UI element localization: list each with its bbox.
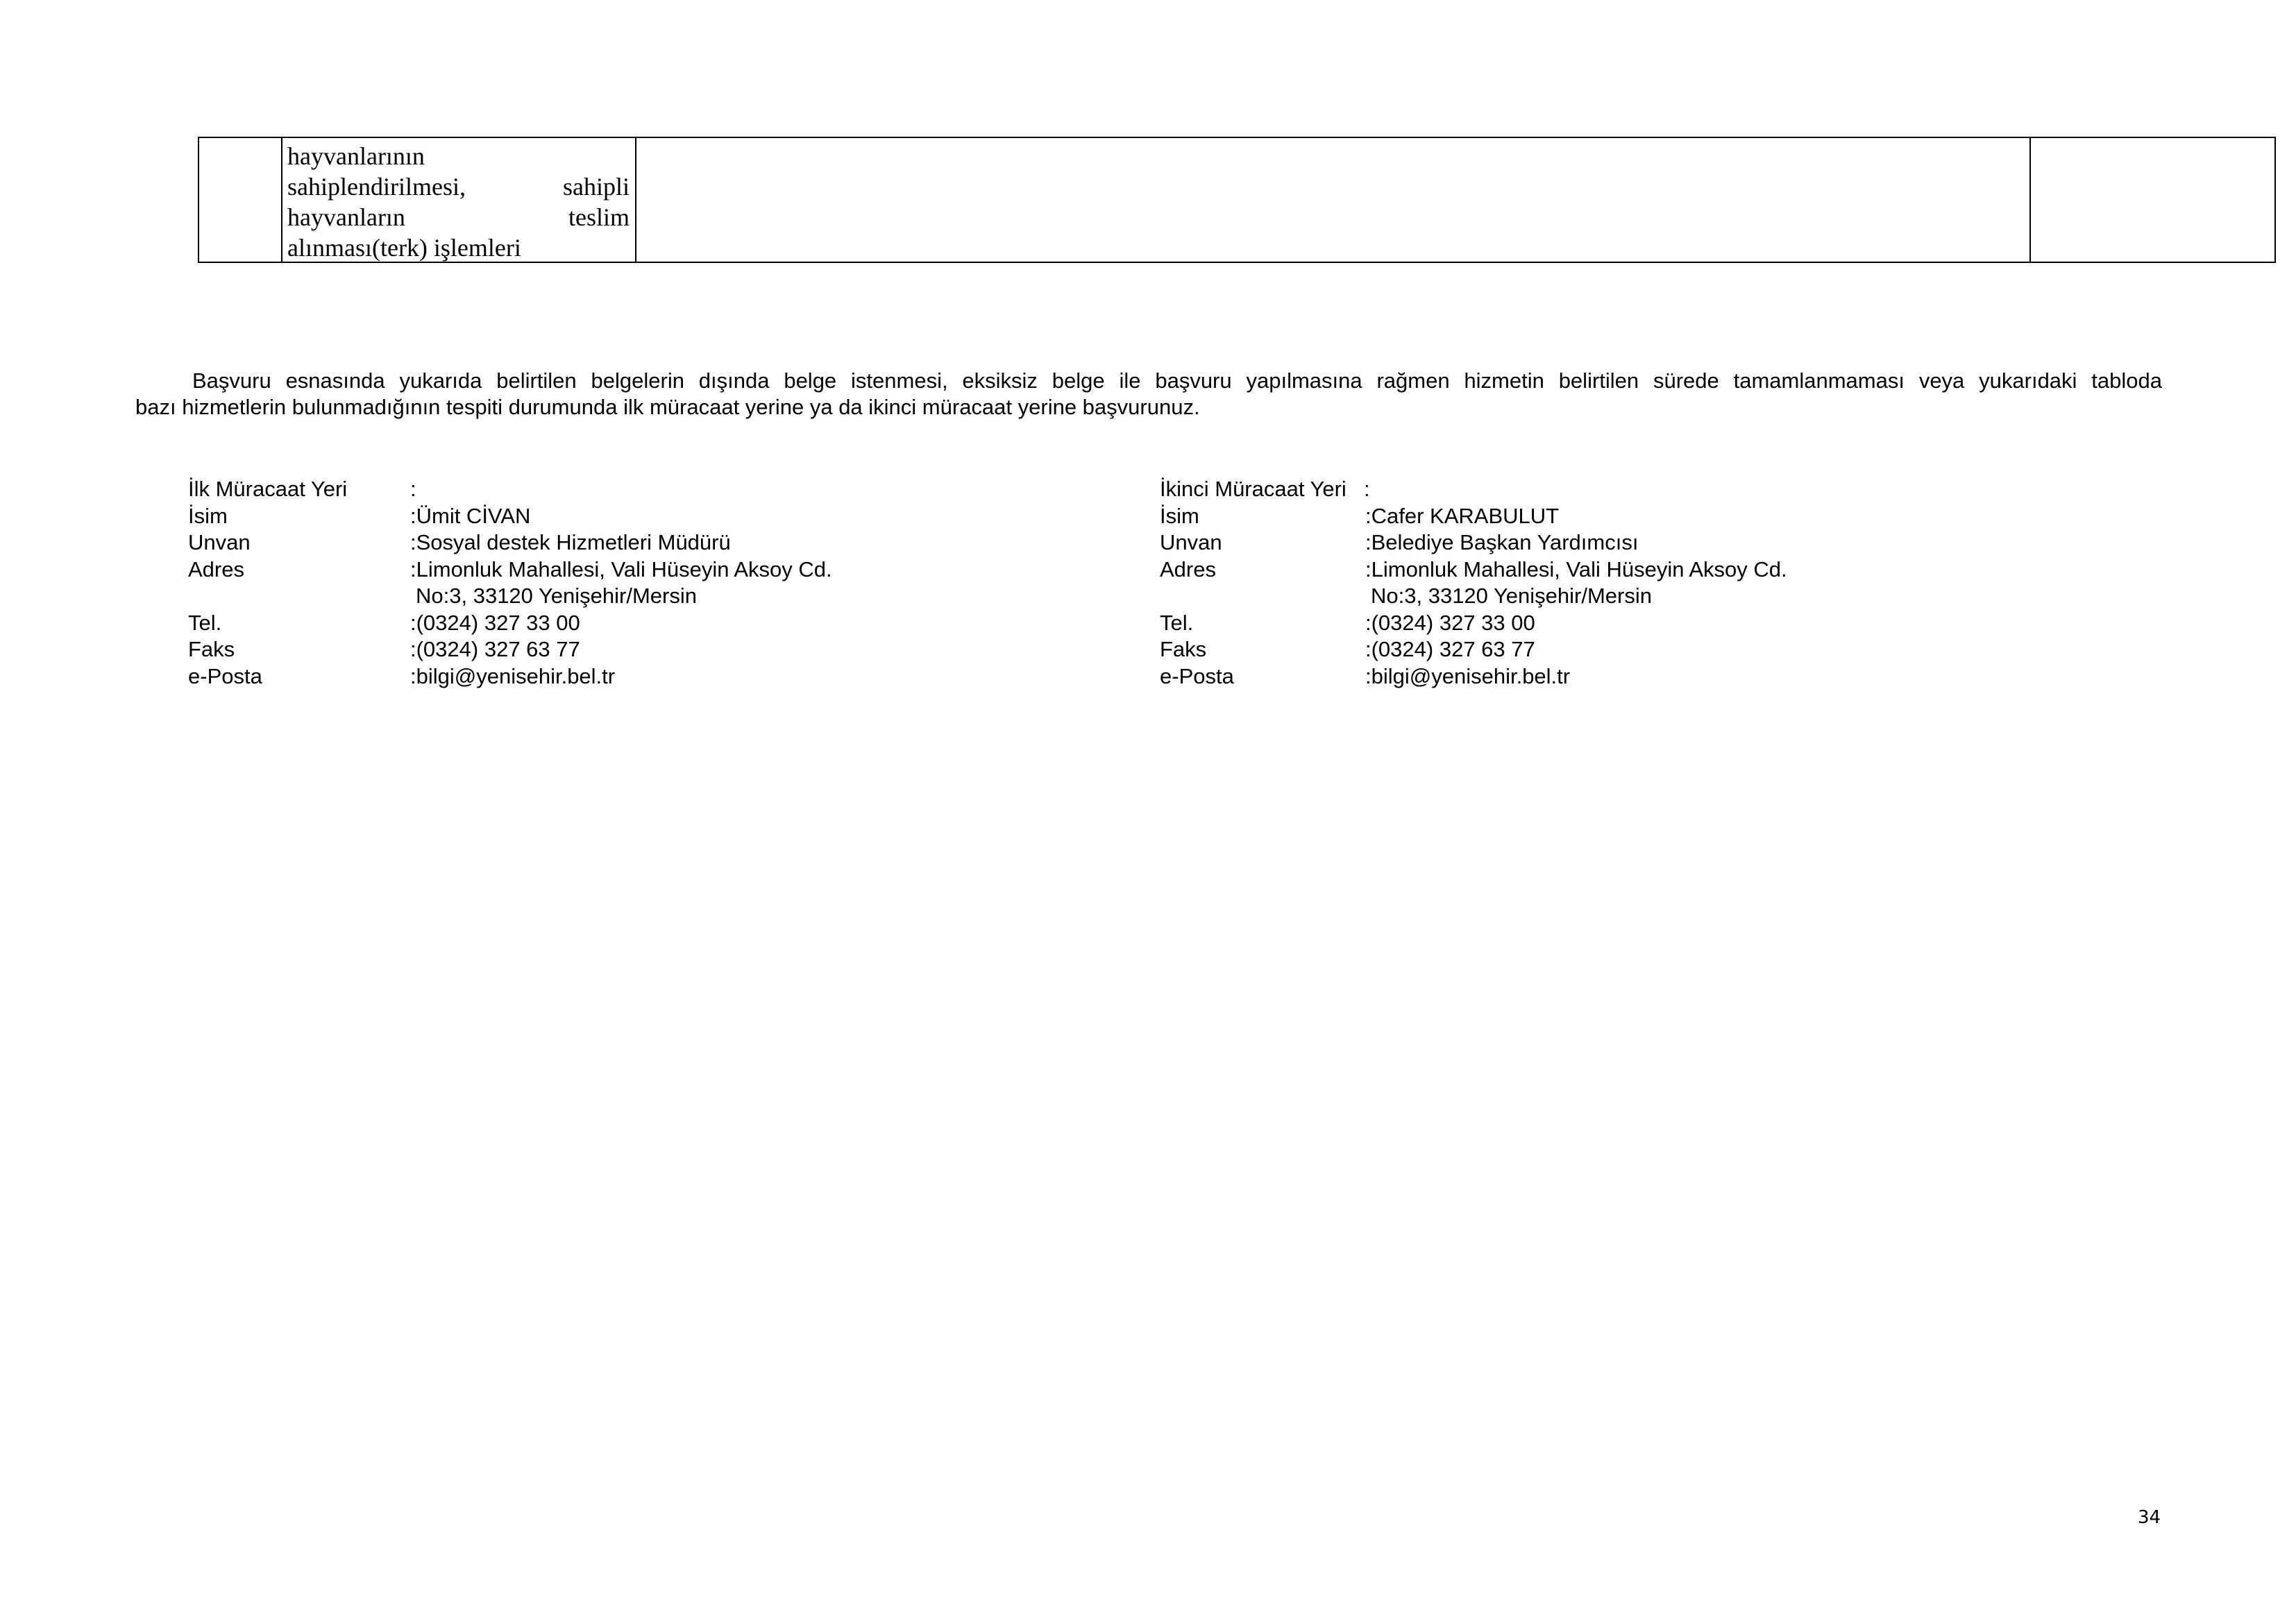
service-table bbox=[198, 137, 2276, 263]
contact-heading-label: İlk Müracaat Yeri bbox=[188, 477, 348, 501]
contact-address-row bbox=[1160, 556, 2062, 584]
service-line: alınması(terk) işlemleri bbox=[287, 234, 521, 262]
email-label: e-Posta bbox=[1160, 663, 1234, 688]
notice-paragraph bbox=[135, 368, 2162, 420]
address-value-continued: No:3, 33120 Yenişehir/Mersin bbox=[416, 584, 697, 608]
contact-heading-row bbox=[188, 476, 1090, 503]
title-label: Unvan bbox=[188, 530, 251, 554]
contact-fax-row bbox=[1160, 636, 2062, 663]
contact-title-row bbox=[188, 529, 1090, 556]
service-description-cell bbox=[287, 141, 630, 263]
address-label: Adres bbox=[188, 556, 244, 581]
fax-label: Faks bbox=[1160, 637, 1207, 661]
notice-line-1: Başvuru esnasında yukarıda belirtilen belgelerin dışında belge istenmesi, eksiksiz belge ile başvuru yapılmasına rağmen hizmetin belirtilen sürede tamamlanmaması veya yukarıdaki tabloda bbox=[192, 368, 2162, 393]
table-column-divider bbox=[635, 138, 636, 262]
email-label: e-Posta bbox=[188, 663, 262, 688]
contact-address-row bbox=[188, 556, 1090, 584]
contact-heading-label: İkinci Müracaat Yeri bbox=[1160, 477, 1347, 501]
address-label: Adres bbox=[1160, 556, 1216, 581]
first-contact-block bbox=[188, 476, 1090, 690]
table-column-divider bbox=[281, 138, 282, 262]
service-word: hayvanların bbox=[287, 203, 405, 231]
address-value-continued: No:3, 33120 Yenişehir/Mersin bbox=[1371, 584, 1652, 608]
email-value: :bilgi@yenisehir.bel.tr bbox=[410, 663, 616, 688]
contact-heading-value: : bbox=[410, 477, 416, 501]
tel-value: :(0324) 327 33 00 bbox=[410, 610, 580, 635]
title-value: :Belediye Başkan Yardımcısı bbox=[1365, 530, 1639, 554]
contact-address-row-2 bbox=[1160, 583, 2062, 610]
contact-email-row bbox=[1160, 663, 2062, 690]
contact-tel-row bbox=[1160, 610, 2062, 637]
contact-heading-value: : bbox=[1364, 477, 1370, 501]
second-contact-block bbox=[1160, 476, 2062, 690]
page-number: 34 bbox=[2138, 1507, 2161, 1528]
table-column-divider bbox=[2029, 138, 2031, 262]
name-value: :Cafer KARABULUT bbox=[1365, 503, 1560, 528]
tel-label: Tel. bbox=[1160, 610, 1194, 635]
fax-value: :(0324) 327 63 77 bbox=[1365, 637, 1535, 661]
title-value: :Sosyal destek Hizmetleri Müdürü bbox=[410, 530, 731, 554]
name-value: :Ümit CİVAN bbox=[410, 503, 531, 528]
fax-value: :(0324) 327 63 77 bbox=[410, 637, 580, 661]
address-value: :Limonluk Mahallesi, Vali Hüseyin Aksoy Cd. bbox=[410, 556, 832, 581]
service-word: sahipli bbox=[563, 173, 630, 201]
contact-name-row bbox=[1160, 503, 2062, 530]
email-value: :bilgi@yenisehir.bel.tr bbox=[1365, 663, 1571, 688]
name-label: İsim bbox=[1160, 503, 1199, 528]
contact-fax-row bbox=[188, 636, 1090, 663]
name-label: İsim bbox=[188, 503, 228, 528]
tel-value: :(0324) 327 33 00 bbox=[1365, 610, 1535, 635]
contact-heading-row bbox=[1160, 476, 2062, 503]
contact-address-row-2 bbox=[188, 583, 1090, 610]
address-value: :Limonluk Mahallesi, Vali Hüseyin Aksoy Cd. bbox=[1365, 556, 1787, 581]
tel-label: Tel. bbox=[188, 610, 222, 635]
contact-name-row bbox=[188, 503, 1090, 530]
service-word: teslim bbox=[568, 203, 630, 231]
contact-title-row bbox=[1160, 529, 2062, 556]
service-line bbox=[287, 202, 630, 232]
title-label: Unvan bbox=[1160, 530, 1222, 554]
fax-label: Faks bbox=[188, 637, 235, 661]
notice-line-2: bazı hizmetlerin bulunmadığının tespiti durumunda ilk müracaat yerine ya da ikinci müracaat yerine başvurunuz. bbox=[135, 395, 1200, 419]
contact-email-row bbox=[188, 663, 1090, 690]
contact-tel-row bbox=[188, 610, 1090, 637]
service-line bbox=[287, 171, 630, 202]
service-word: sahiplendirilmesi, bbox=[287, 173, 466, 201]
service-line: hayvanlarının bbox=[287, 142, 425, 170]
